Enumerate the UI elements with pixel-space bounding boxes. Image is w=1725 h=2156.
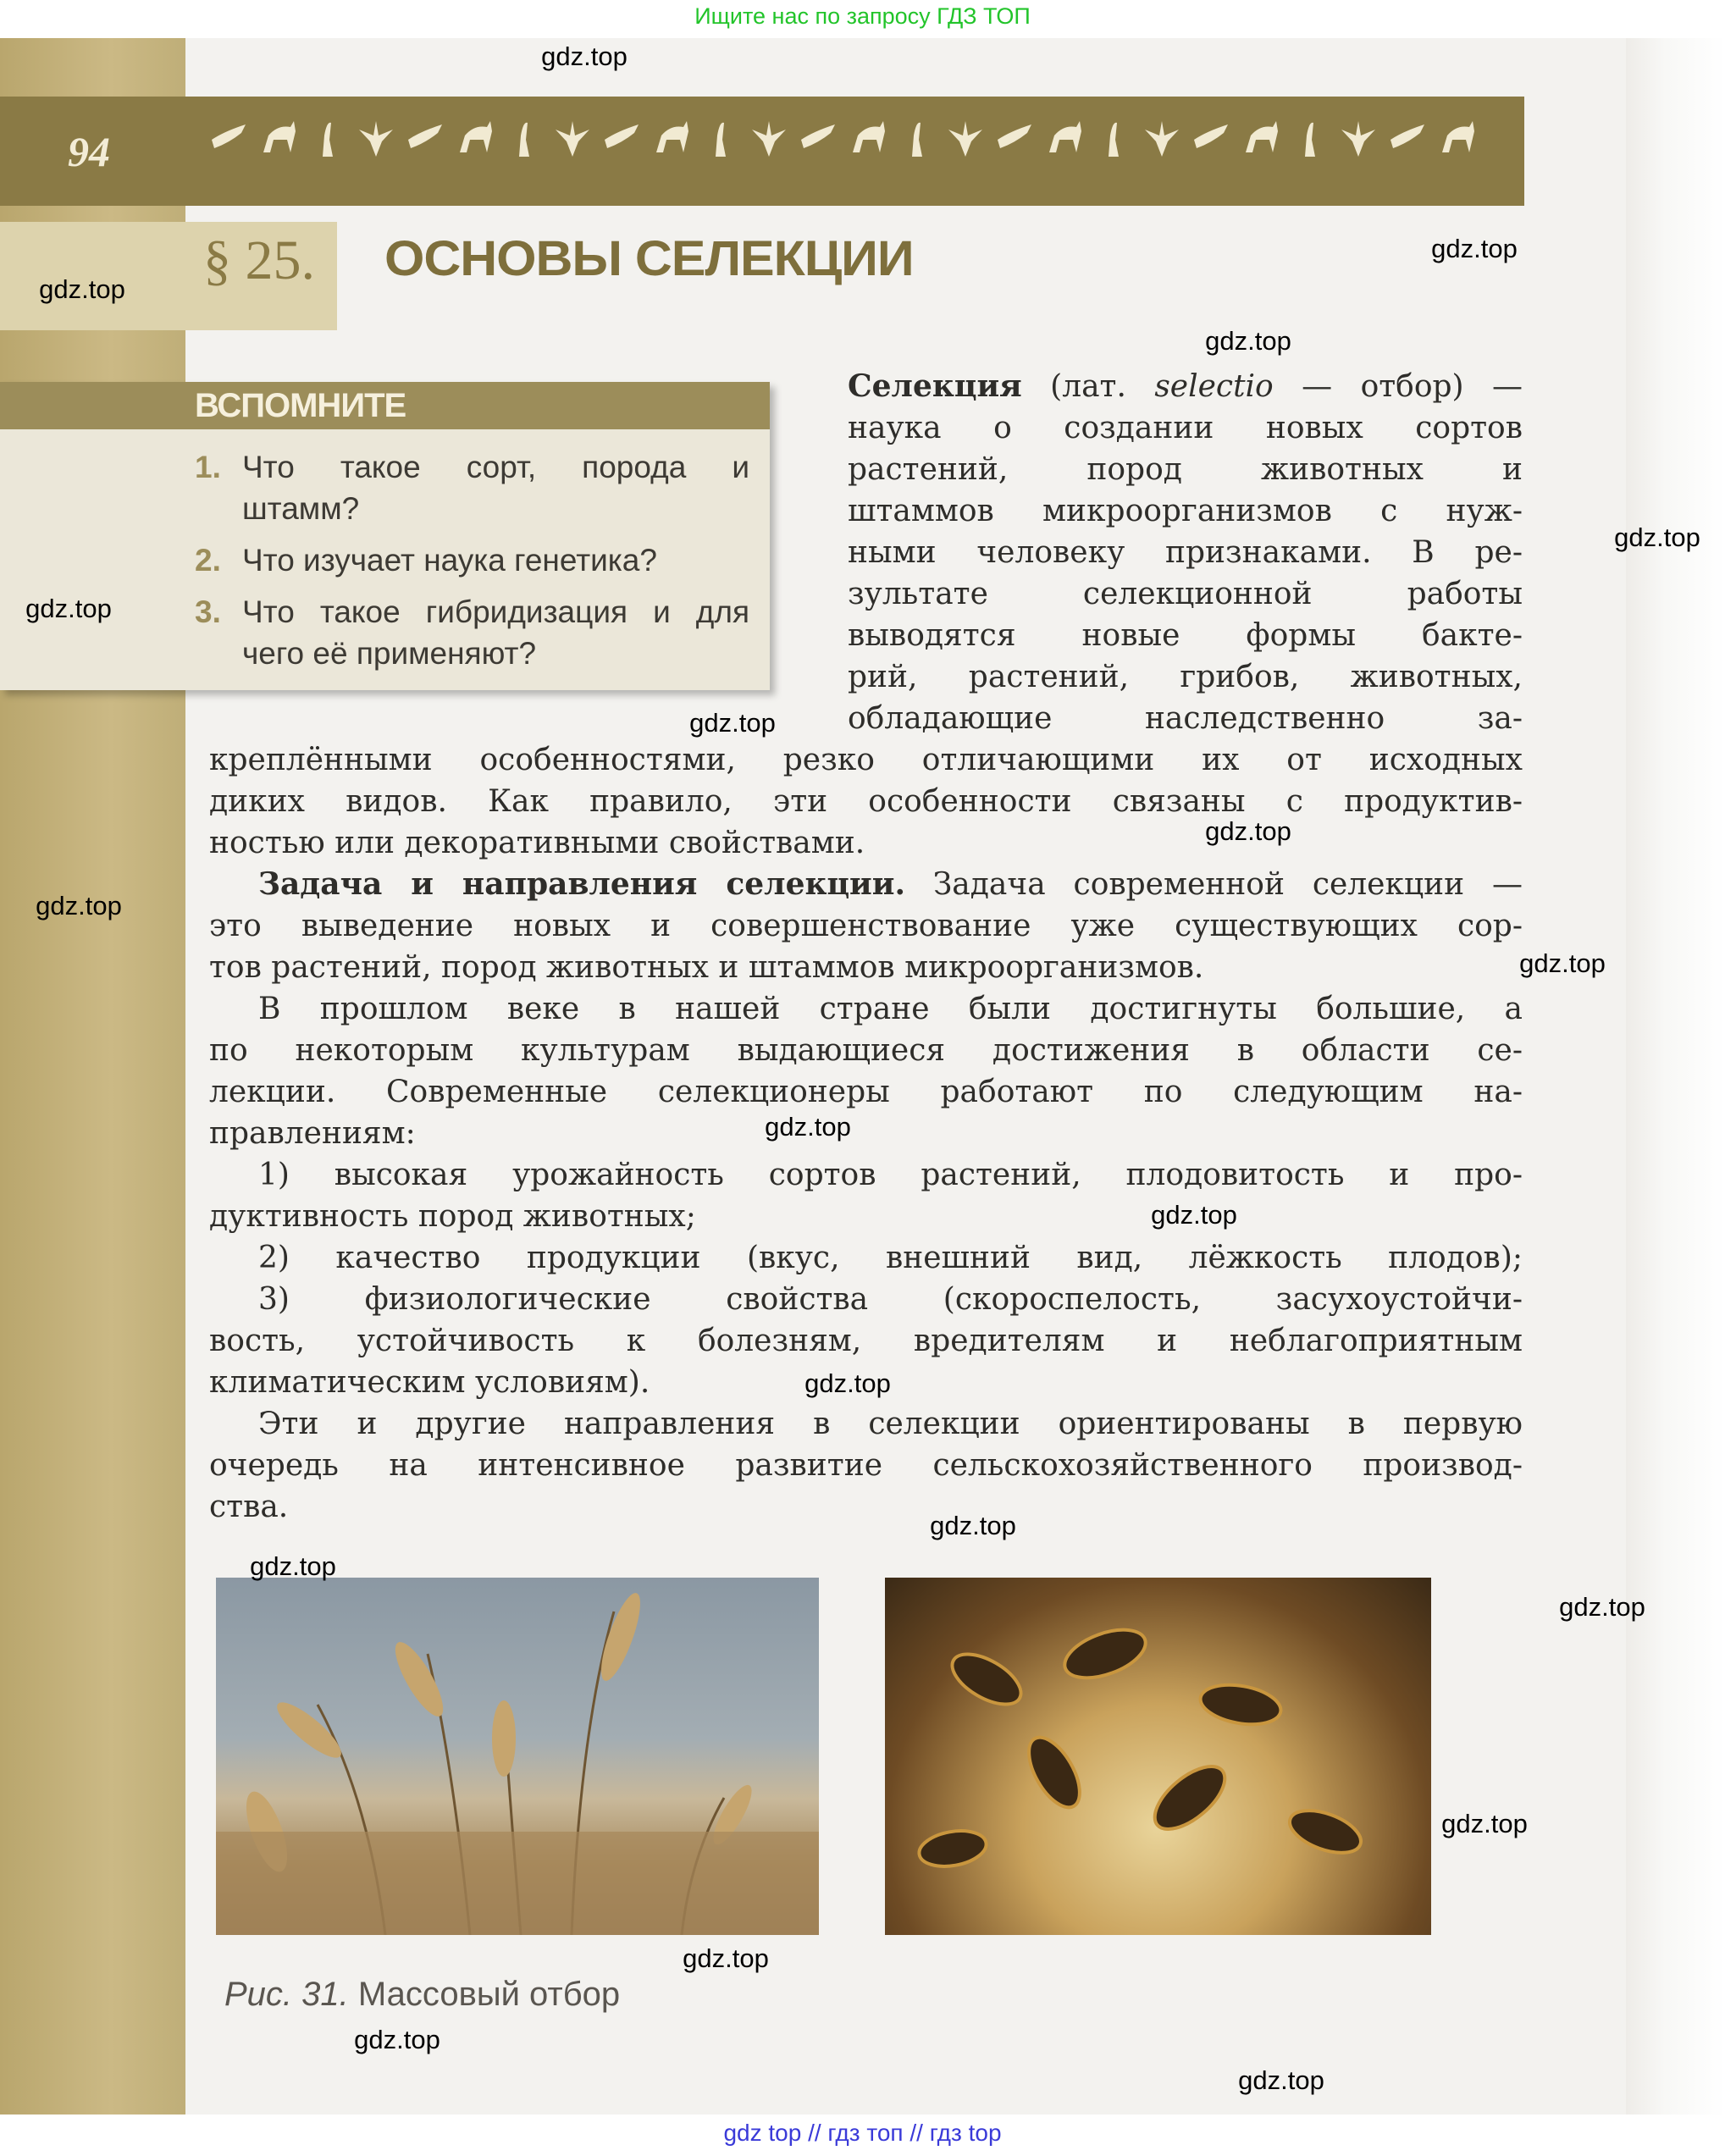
text-fragment: — отбор) — bbox=[1273, 369, 1523, 404]
text-line: В прошлом веке в нашей стране были достигнуты большие, а bbox=[258, 992, 1523, 1026]
text-fragment: Задача современной селекции — bbox=[905, 867, 1523, 902]
text-line: штаммов микроорганизмов с нуж- bbox=[848, 494, 1523, 528]
watermark: gdz.top bbox=[1205, 326, 1291, 356]
list-item: 3) физиологические свойства (скороспелость, засухоустойчи- bbox=[258, 1282, 1523, 1317]
page-edge-shade bbox=[1626, 38, 1725, 2115]
text-line: вость, устойчивость к болезням, вредителям и неблагоприятным bbox=[209, 1324, 1523, 1358]
animal-silhouettes-row bbox=[207, 108, 1478, 168]
animal-silhouette-icon bbox=[404, 114, 446, 162]
animal-silhouette-icon bbox=[650, 114, 692, 162]
text-line bbox=[848, 366, 1523, 407]
text-line: климатическим условиям). bbox=[209, 1365, 650, 1400]
page-number: 94 bbox=[68, 128, 110, 175]
text-line: обладающие наследственно за- bbox=[848, 701, 1523, 736]
watermark: gdz.top bbox=[689, 708, 776, 738]
animal-silhouette-icon bbox=[1386, 114, 1429, 162]
animal-silhouette-icon bbox=[944, 114, 987, 162]
watermark: gdz.top bbox=[1238, 2065, 1324, 2095]
question-number: 1. bbox=[195, 450, 221, 484]
text-line: ными человеку признаками. В ре- bbox=[848, 535, 1523, 570]
watermark: gdz.top bbox=[1614, 522, 1700, 552]
watermark: gdz.top bbox=[930, 1511, 1016, 1540]
question-text: Что такое сорт, порода и bbox=[242, 450, 749, 484]
text-line: это выведение новых и совершенствование уже существующих сор- bbox=[209, 909, 1523, 943]
text-line: очередь на интенсивное развитие сельскохозяйственного производ- bbox=[209, 1448, 1523, 1483]
text-line: креплёнными особенностями, резко отличающими их от исходных bbox=[209, 743, 1523, 777]
wheat-photo bbox=[216, 1578, 819, 1935]
text-line bbox=[209, 864, 1523, 905]
text-fragment: (лат. bbox=[1021, 369, 1155, 404]
animal-silhouette-icon bbox=[502, 114, 545, 162]
animal-silhouette-icon bbox=[600, 114, 643, 162]
animal-silhouette-icon bbox=[257, 114, 299, 162]
figure-label: Рис. 31. bbox=[224, 1976, 349, 2013]
animal-silhouette-icon bbox=[207, 114, 250, 162]
watermark: gdz.top bbox=[1431, 234, 1518, 263]
section-number: § 25. bbox=[203, 229, 315, 291]
animal-silhouette-icon bbox=[748, 114, 790, 162]
bees-photo bbox=[885, 1578, 1431, 1935]
text-line: Эти и другие направления в селекции ориентированы в первую bbox=[258, 1407, 1523, 1441]
watermark: gdz.top bbox=[1205, 816, 1291, 846]
animal-silhouette-icon bbox=[846, 114, 888, 162]
text-line: лекции. Современные селекционеры работают по следующим на- bbox=[209, 1075, 1523, 1109]
watermark: gdz.top bbox=[36, 891, 122, 920]
text-line: по некоторым культурам выдающиеся достижения в области се- bbox=[209, 1033, 1523, 1068]
question-text: Что такое гибридизация и для bbox=[242, 594, 749, 629]
text-line: наука о создании новых сортов bbox=[848, 411, 1523, 445]
list-item: 1) высокая урожайность сортов растений, плодовитость и про- bbox=[258, 1158, 1523, 1192]
text-line: правлениям: bbox=[209, 1116, 416, 1151]
animal-silhouette-icon bbox=[355, 114, 397, 162]
animal-silhouette-icon bbox=[1435, 114, 1478, 162]
watermark: gdz.top bbox=[39, 274, 125, 304]
animal-silhouette-icon bbox=[1337, 114, 1379, 162]
watermark: gdz.top bbox=[354, 2025, 440, 2054]
list-item: 2) качество продукции (вкус, внешний вид, лёжкость плодов); bbox=[258, 1241, 1523, 1275]
text-line: выводятся новые формы бакте- bbox=[848, 618, 1523, 653]
animal-silhouette-icon bbox=[1141, 114, 1183, 162]
watermark: gdz.top bbox=[1559, 1592, 1645, 1622]
animal-silhouette-icon bbox=[1042, 114, 1085, 162]
figure-caption bbox=[224, 1976, 620, 2014]
text-line: рий, растений, грибов, животных, bbox=[848, 660, 1523, 694]
question-number: 2. bbox=[195, 543, 221, 578]
text-line: растений, пород животных и bbox=[848, 452, 1523, 487]
animal-silhouette-icon bbox=[1092, 114, 1134, 162]
animal-silhouette-icon bbox=[1239, 114, 1281, 162]
text-line: диких видов. Как правило, эти особенности связаны с продуктив- bbox=[209, 784, 1523, 819]
question-text: чего её применяют? bbox=[242, 636, 537, 671]
animal-silhouette-icon bbox=[895, 114, 937, 162]
animal-silhouette-icon bbox=[797, 114, 839, 162]
animal-silhouette-icon bbox=[1190, 114, 1232, 162]
text-line: ства. bbox=[209, 1490, 289, 1524]
text-line: зультате селекционной работы bbox=[848, 577, 1523, 611]
margin-stripe bbox=[0, 38, 185, 2115]
footer-links: gdz top // гдз топ // гдз top bbox=[723, 2120, 1002, 2146]
animal-silhouette-icon bbox=[306, 114, 348, 162]
question-text: Что изучает наука генетика? bbox=[242, 543, 657, 578]
subheading: Задача и направления селекции. bbox=[258, 866, 905, 902]
watermark: gdz.top bbox=[1519, 948, 1606, 978]
animal-silhouette-icon bbox=[699, 114, 741, 162]
animal-silhouette-icon bbox=[993, 114, 1036, 162]
watermark: gdz.top bbox=[683, 1943, 769, 1973]
watermark: gdz.top bbox=[1441, 1809, 1528, 1838]
watermark: gdz.top bbox=[804, 1368, 891, 1398]
animal-silhouette-icon bbox=[551, 114, 594, 162]
watermark: gdz.top bbox=[250, 1551, 336, 1581]
remember-title: ВСПОМНИТЕ bbox=[195, 387, 406, 424]
watermark: gdz.top bbox=[25, 594, 112, 623]
section-title: ОСНОВЫ СЕЛЕКЦИИ bbox=[384, 231, 914, 286]
watermark: gdz.top bbox=[765, 1112, 851, 1142]
term-selection: Селекция bbox=[848, 368, 1022, 404]
text-line: ностью или декоративными свойствами. bbox=[209, 826, 865, 860]
animal-silhouette-icon bbox=[453, 114, 495, 162]
body-text bbox=[209, 366, 1523, 1528]
watermark: gdz.top bbox=[1151, 1200, 1237, 1230]
text-line: дуктивность пород животных; bbox=[209, 1199, 696, 1234]
question-text: штамм? bbox=[242, 491, 360, 526]
question-number: 3. bbox=[195, 594, 221, 629]
text-line: тов растений, пород животных и штаммов микроорганизмов. bbox=[209, 950, 1204, 985]
animal-silhouette-icon bbox=[1288, 114, 1330, 162]
figure-caption-text: Массовый отбор bbox=[348, 1976, 621, 2013]
search-banner: Ищите нас по запросу ГДЗ ТОП bbox=[694, 3, 1031, 29]
latin-term: selectio bbox=[1154, 369, 1274, 404]
watermark: gdz.top bbox=[541, 41, 628, 71]
